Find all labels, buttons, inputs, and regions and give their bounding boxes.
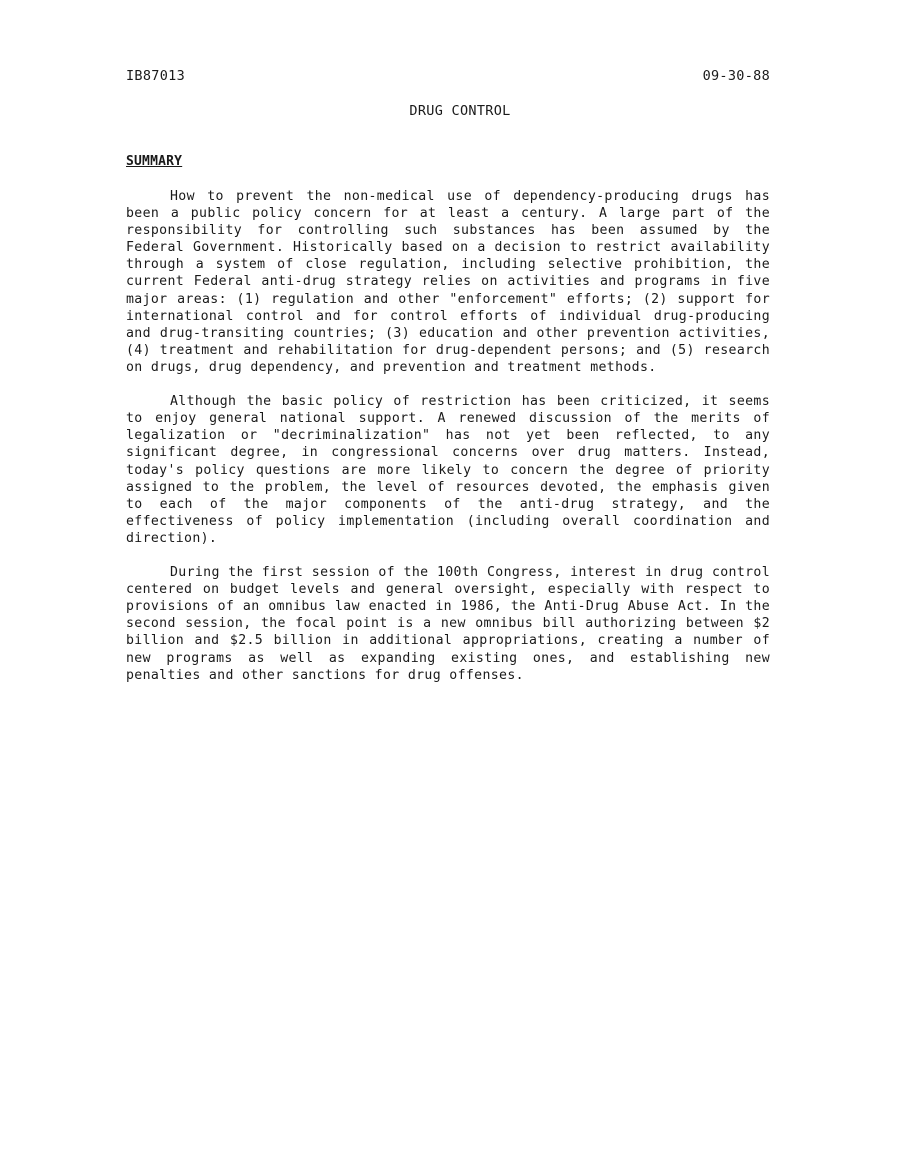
document-date: 09-30-88 bbox=[702, 68, 770, 84]
paragraph: Although the basic policy of restriction has been criticized, it seems to enjoy general national support. A renewed discussion of the merits of legalization or "decriminalization" has not yet been reflected, to any significant degree, in congressional concerns over drug matters. Instead, today's policy questions are more likely to concern the degree of priority assigned to the problem, the level of resources devoted, the emphasis given to each of the major components of the anti-drug strategy, and the effectiveness of policy implementation (including overall coordination and direction). bbox=[126, 394, 770, 546]
section-body bbox=[126, 188, 770, 701]
document-title: DRUG CONTROL bbox=[409, 103, 511, 119]
paragraph: During the first session of the 100th Congress, interest in drug control centered on budget levels and general oversight, especially with respect to provisions of an omnibus law enacted in 1986, the Anti-Drug Abuse Act. In the second session, the focal point is a new omnibus bill authorizing between $2 billion and $2.5 billion in additional appropriations, creating a number of new programs as well as expanding existing ones, and establishing new penalties and other sanctions for drug offenses. bbox=[126, 565, 770, 683]
paragraph: How to prevent the non-medical use of dependency-producing drugs has been a public policy concern for at least a century. A large part of the responsibility for controlling such substances has been assumed by the Federal Government. Historically based on a decision to restrict availability through a system of close regulation, including selective prohibition, the current Federal anti-drug strategy relies on activities and programs in five major areas: (1) regulation and other "enforcement" efforts; (2) support for international control and for control efforts of individual drug-producing and drug-transiting countries; (3) education and other prevention activities, (4) treatment and rehabilitation for drug-dependent persons; and (5) research on drugs, drug dependency, and prevention and treatment methods. bbox=[126, 189, 770, 375]
section-heading: SUMMARY bbox=[126, 154, 183, 169]
document-id: IB87013 bbox=[126, 68, 185, 84]
